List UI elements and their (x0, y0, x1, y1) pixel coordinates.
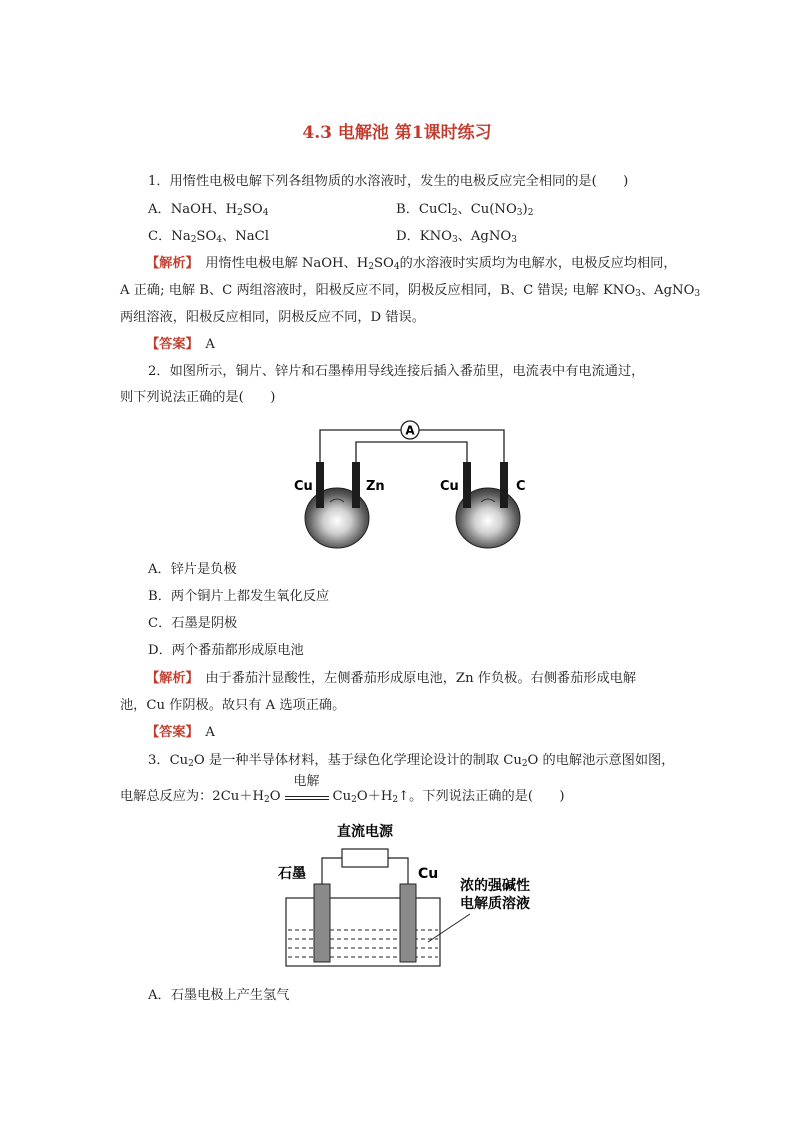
ammeter-label: A (405, 423, 415, 438)
q1-analysis-line1: 【解析】 用惰性电极电解 NaOH、$H_2SO_4$的水溶液时实质均为电解水，电极反应均相同， (146, 256, 677, 272)
q2-option-d[interactable]: D．两个番茄都形成原电池 (148, 643, 304, 658)
graphite-electrode (500, 462, 508, 508)
q1-option-a[interactable]: A．NaOH、$H_2SO_4$ (148, 202, 269, 218)
q1-analysis-line3: 两组溶液，阳极反应相同，阴极反应不同，D 错误。 (120, 310, 425, 325)
label-zn: Zn (366, 479, 385, 494)
q3-stem-line2: 电解总反应为：$2Cu+H_2O$ 电解 $Cu_2O+H_2↑$。下列说法正确的是( ) (120, 774, 565, 805)
q3-option-a[interactable]: A．石墨电极上产生氢气 (148, 988, 290, 1003)
electrolytic-cell-figure (270, 818, 570, 980)
label-cu-left: Cu (294, 479, 313, 494)
label-c: C (516, 479, 526, 494)
q1-option-d[interactable]: D．$KNO_3$、AgNO$_3$ (396, 229, 517, 245)
graphite-electrode (314, 884, 330, 962)
answer-tag: 【答案】 (146, 337, 193, 352)
label-electrolyte-2: 电解质溶液 (460, 896, 530, 912)
q2-option-b[interactable]: B．两个铜片上都发生氧化反应 (148, 589, 330, 604)
electrolysis-equal-sign: 电解 (285, 788, 329, 800)
analysis-tag: 【解析】 (146, 256, 193, 271)
q2-option-a[interactable]: A．锌片是负极 (148, 562, 237, 577)
label-cu: Cu (418, 866, 439, 882)
q3-stem-line1: 3．$Cu_2O$ 是一种半导体材料，基于绿色化学理论设计的制取 $Cu_2O$ 的电解池示意图如图， (148, 753, 675, 769)
power-label: 直流电源 (337, 824, 393, 840)
label-electrolyte-1: 浓的强碱性 (460, 878, 530, 894)
q1-option-b[interactable]: B．CuCl$_2$、$Cu(NO_3)_2$ (396, 202, 534, 218)
label-cu-right: Cu (440, 479, 459, 494)
q2-stem-line2: 则下列说法正确的是( ) (120, 390, 276, 405)
q2-analysis-line1: 【解析】 由于番茄汁显酸性，左侧番茄形成原电池，Zn 作负极。右侧番茄形成电解 (146, 671, 637, 686)
dc-power-source (342, 849, 388, 867)
q1-answer: 【答案】 A (146, 337, 215, 352)
electrolysis-tank (286, 898, 440, 966)
cu-electrode (400, 884, 416, 962)
q2-answer: 【答案】 A (146, 725, 215, 740)
right-cu-electrode (463, 462, 471, 508)
analysis-tag: 【解析】 (146, 671, 193, 686)
q1-stem: 1．用惰性电极电解下列各组物质的水溶液时，发生的电极反应完全相同的是( ) (148, 174, 629, 189)
label-graphite: 石墨 (278, 866, 306, 882)
page-title: 4.3 电解池 第1课时练习 (302, 123, 492, 143)
q1-analysis-line2: A 正确; 电解 B、C 两组溶液时，阳极反应不同，阴极反应相同，B、C 错误; 电解 $KNO_3$、AgNO$_3$ (120, 283, 701, 299)
q2-option-c[interactable]: C．石墨是阴极 (148, 616, 238, 631)
q1-option-c[interactable]: C．$Na_2SO_4$、NaCl (148, 229, 269, 245)
q2-analysis-line2: 池，Cu 作阴极。故只有 A 选项正确。 (120, 698, 346, 713)
tomato-cell-figure (290, 418, 540, 557)
left-cu-electrode (316, 462, 324, 508)
answer-tag: 【答案】 (146, 725, 193, 740)
zn-electrode (352, 462, 360, 508)
q2-stem-line1: 2．如图所示，铜片、锌片和石墨棒用导线连接后插入番茄里，电流表中有电流通过， (148, 364, 645, 379)
